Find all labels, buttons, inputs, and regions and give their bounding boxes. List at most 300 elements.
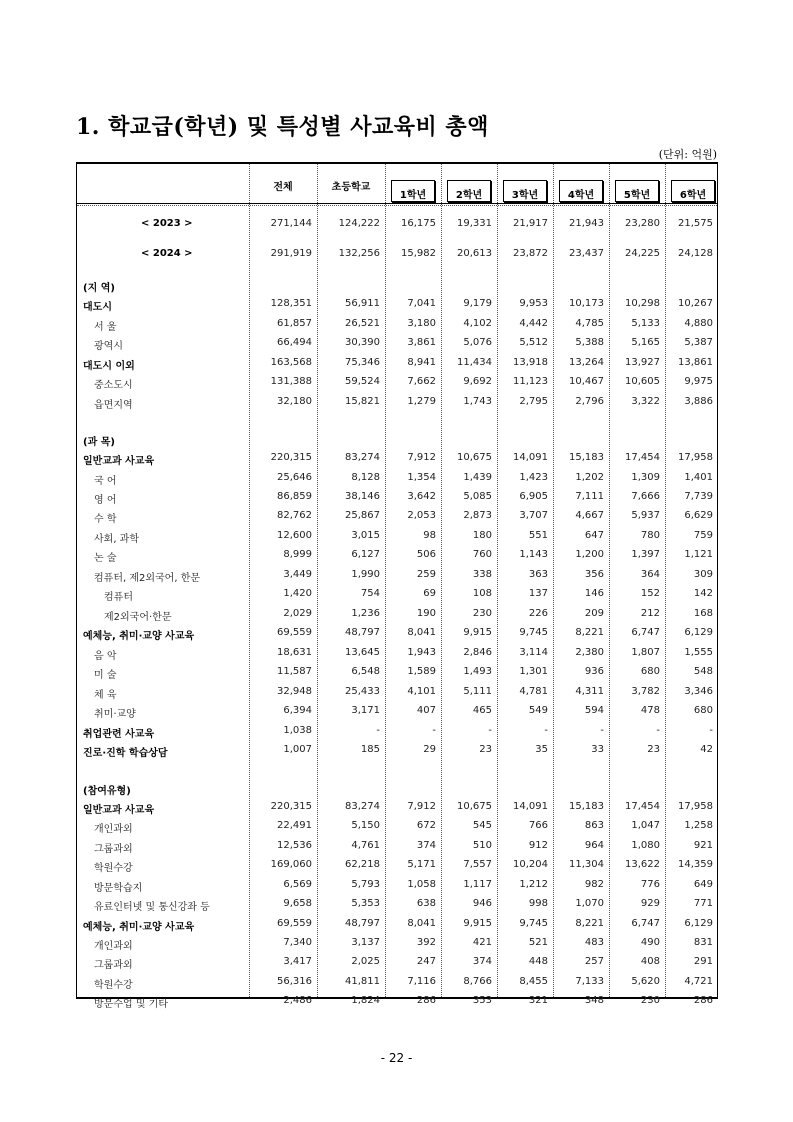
row-label: 일반교과 사교육: [83, 805, 155, 816]
table-row: [77, 277, 717, 296]
cell-value: 7,666: [631, 491, 660, 502]
cell-value: 4,761: [351, 840, 380, 851]
cell-value: 3,180: [407, 318, 436, 329]
cell-value: 23: [647, 744, 660, 755]
table-row: [77, 567, 717, 586]
cell-value: 7,133: [575, 976, 604, 987]
row-label: < 2024 >: [141, 248, 193, 259]
cell-value: 831: [693, 937, 713, 948]
cell-value: 1,070: [575, 898, 604, 909]
cell-value: 25,433: [345, 686, 380, 697]
table-row: [77, 625, 717, 644]
cell-value: 863: [584, 820, 604, 831]
table-row: [77, 216, 717, 235]
table-row: [77, 723, 717, 742]
cell-value: 680: [693, 705, 713, 716]
row-label: 개인과외: [94, 824, 133, 835]
cell-value: 1,047: [631, 820, 660, 831]
cell-value: 10,467: [569, 376, 604, 387]
cell-value: 35: [535, 744, 548, 755]
row-label: < 2023 >: [141, 218, 193, 229]
table-row: [77, 993, 717, 1012]
cell-value: 220,315: [270, 801, 312, 812]
table-row: [77, 818, 717, 837]
cell-value: 9,915: [463, 918, 492, 929]
cell-value: 7,116: [407, 976, 436, 987]
header-grade-6: 6학년: [671, 180, 715, 202]
cell-value: 1,007: [283, 744, 312, 755]
cell-value: 1,202: [575, 472, 604, 483]
header-grade-3: 3학년: [503, 180, 547, 202]
cell-value: 3,707: [519, 510, 548, 521]
cell-value: 5,353: [351, 898, 380, 909]
cell-value: 1,439: [463, 472, 492, 483]
row-label: 컴퓨터, 제2외국어, 한문: [94, 573, 201, 584]
cell-value: 672: [416, 820, 436, 831]
row-label: 진로·진학 학습상담: [83, 748, 168, 759]
row-label: (참여유형): [83, 786, 131, 797]
cell-value: 1,423: [519, 472, 548, 483]
cell-value: 20,613: [457, 248, 492, 259]
cell-value: 17,958: [678, 452, 713, 463]
row-label: 컴퓨터: [104, 592, 133, 603]
table-row: [77, 877, 717, 896]
cell-value: 286: [693, 995, 713, 1006]
cell-value: -: [432, 725, 436, 736]
cell-value: 13,264: [569, 357, 604, 368]
cell-value: 490: [640, 937, 660, 948]
cell-value: 3,015: [351, 530, 380, 541]
cell-value: 6,129: [684, 627, 713, 638]
cell-value: -: [544, 725, 548, 736]
cell-value: 257: [584, 956, 604, 967]
cell-value: 56,911: [345, 298, 380, 309]
cell-value: 41,811: [345, 976, 380, 987]
cell-value: 9,658: [283, 898, 312, 909]
cell-value: 1,555: [684, 647, 713, 658]
table-row: [77, 296, 717, 315]
cell-value: 2,029: [283, 608, 312, 619]
row-label: 방문학습지: [94, 883, 143, 894]
cell-value: 1,301: [519, 666, 548, 677]
cell-value: 10,173: [569, 298, 604, 309]
row-label: 읍면지역: [94, 400, 133, 411]
cell-value: 912: [528, 840, 548, 851]
row-label: 중소도시: [94, 380, 133, 391]
cell-value: 964: [584, 840, 604, 851]
cell-value: 1,279: [407, 396, 436, 407]
cell-value: 8,128: [351, 472, 380, 483]
cell-value: 780: [640, 530, 660, 541]
table-row: [77, 838, 717, 857]
cell-value: 5,165: [631, 337, 660, 348]
row-label: (지 역): [83, 283, 115, 294]
statistics-table: [76, 162, 718, 1010]
cell-value: 5,111: [463, 686, 492, 697]
cell-value: 9,915: [463, 627, 492, 638]
cell-value: 25,867: [345, 510, 380, 521]
cell-value: -: [600, 725, 604, 736]
cell-value: 9,745: [519, 627, 548, 638]
table-row: [77, 645, 717, 664]
cell-value: 86,859: [277, 491, 312, 502]
cell-value: 649: [693, 879, 713, 890]
table-row: [77, 954, 717, 973]
header-grade-5: 5학년: [615, 180, 659, 202]
cell-value: 5,620: [631, 976, 660, 987]
cell-value: 7,041: [407, 298, 436, 309]
cell-value: 10,204: [513, 859, 548, 870]
cell-value: 1,258: [684, 820, 713, 831]
cell-value: 594: [584, 705, 604, 716]
row-label: 서 울: [94, 322, 117, 333]
cell-value: 230: [640, 995, 660, 1006]
cell-value: 483: [584, 937, 604, 948]
cell-value: 8,766: [463, 976, 492, 987]
cell-value: 8,041: [407, 918, 436, 929]
row-label: 대도시 이외: [83, 361, 135, 372]
table-row: [77, 355, 717, 374]
cell-value: 760: [472, 549, 492, 560]
cell-value: 348: [584, 995, 604, 1006]
cell-value: 83,274: [345, 452, 380, 463]
table-row: [77, 374, 717, 393]
cell-value: -: [709, 725, 713, 736]
cell-value: 7,739: [684, 491, 713, 502]
cell-value: 8,455: [519, 976, 548, 987]
table-row: [77, 489, 717, 508]
cell-value: 5,387: [684, 337, 713, 348]
row-label: 그룹과외: [94, 844, 133, 855]
cell-value: 921: [693, 840, 713, 851]
cell-value: 1,420: [283, 588, 312, 599]
cell-value: 1,212: [519, 879, 548, 890]
cell-value: 4,442: [519, 318, 548, 329]
cell-value: 33: [591, 744, 604, 755]
cell-value: 131,388: [270, 376, 312, 387]
table-row: [77, 431, 717, 450]
cell-value: 5,937: [631, 510, 660, 521]
row-label: 제2외국어·한문: [104, 612, 172, 623]
table-row: [77, 508, 717, 527]
cell-value: 13,927: [625, 357, 660, 368]
table-row: [77, 606, 717, 625]
cell-value: 48,797: [345, 627, 380, 638]
cell-value: 16,175: [401, 218, 436, 229]
cell-value: 4,880: [684, 318, 713, 329]
header-grade-1: 1학년: [391, 180, 435, 202]
cell-value: 1,354: [407, 472, 436, 483]
cell-value: 62,218: [345, 859, 380, 870]
cell-value: 1,943: [407, 647, 436, 658]
cell-value: 364: [640, 569, 660, 580]
cell-value: 6,548: [351, 666, 380, 677]
table-row: [77, 316, 717, 335]
cell-value: 152: [640, 588, 660, 599]
row-label: 취업관련 사교육: [83, 729, 155, 740]
cell-value: 180: [472, 530, 492, 541]
cell-value: 3,346: [684, 686, 713, 697]
cell-value: -: [488, 725, 492, 736]
cell-value: 286: [416, 995, 436, 1006]
cell-value: 82,762: [277, 510, 312, 521]
unit-note: (단위: 억원): [658, 148, 717, 161]
row-label: 국 어: [94, 476, 117, 487]
cell-value: 13,645: [345, 647, 380, 658]
cell-value: 11,434: [457, 357, 492, 368]
cell-value: 7,912: [407, 452, 436, 463]
table-row: [77, 246, 717, 265]
cell-value: 7,557: [463, 859, 492, 870]
cell-value: 1,200: [575, 549, 604, 560]
table-row: [77, 335, 717, 354]
cell-value: 1,401: [684, 472, 713, 483]
cell-value: 6,129: [684, 918, 713, 929]
table-row: [77, 586, 717, 605]
cell-value: 506: [416, 549, 436, 560]
cell-value: 169,060: [270, 859, 312, 870]
cell-value: 13,622: [625, 859, 660, 870]
row-label: 예체능, 취미·교양 사교육: [83, 922, 195, 933]
cell-value: 5,133: [631, 318, 660, 329]
cell-value: 4,781: [519, 686, 548, 697]
cell-value: 1,121: [684, 549, 713, 560]
row-label: 영 어: [94, 495, 117, 506]
cell-value: 638: [416, 898, 436, 909]
cell-value: 66,494: [277, 337, 312, 348]
cell-value: 142: [693, 588, 713, 599]
cell-value: 24,128: [678, 248, 713, 259]
cell-value: 1,824: [351, 995, 380, 1006]
table-row: [77, 974, 717, 993]
cell-value: 10,605: [625, 376, 660, 387]
cell-value: -: [376, 725, 380, 736]
cell-value: 98: [423, 530, 436, 541]
cell-value: 374: [472, 956, 492, 967]
cell-value: 220,315: [270, 452, 312, 463]
cell-value: 6,747: [631, 918, 660, 929]
cell-value: 478: [640, 705, 660, 716]
cell-value: 17,454: [625, 801, 660, 812]
cell-value: 259: [416, 569, 436, 580]
cell-value: 11,123: [513, 376, 548, 387]
cell-value: 14,091: [513, 801, 548, 812]
cell-value: 168: [693, 608, 713, 619]
cell-value: 4,721: [684, 976, 713, 987]
cell-value: 1,493: [463, 666, 492, 677]
cell-value: 1,397: [631, 549, 660, 560]
cell-value: 2,486: [283, 995, 312, 1006]
row-label: 논 술: [94, 553, 117, 564]
cell-value: 9,179: [463, 298, 492, 309]
row-label: 광역시: [94, 341, 123, 352]
cell-value: 21,943: [569, 218, 604, 229]
cell-value: 247: [416, 956, 436, 967]
cell-value: 185: [360, 744, 380, 755]
cell-value: 59,524: [345, 376, 380, 387]
cell-value: 22,491: [277, 820, 312, 831]
cell-value: 4,667: [575, 510, 604, 521]
cell-value: 338: [472, 569, 492, 580]
cell-value: 212: [640, 608, 660, 619]
cell-value: 448: [528, 956, 548, 967]
cell-value: 15,183: [569, 801, 604, 812]
cell-value: 6,569: [283, 879, 312, 890]
cell-value: 209: [584, 608, 604, 619]
cell-value: 30,390: [345, 337, 380, 348]
cell-value: 771: [693, 898, 713, 909]
cell-value: 17,958: [678, 801, 713, 812]
page-title: 1. 학교급(학년) 및 특성별 사교육비 총액: [76, 114, 489, 140]
cell-value: 21,917: [513, 218, 548, 229]
cell-value: 14,359: [678, 859, 713, 870]
cell-value: 374: [416, 840, 436, 851]
cell-value: 8,221: [575, 918, 604, 929]
cell-value: 2,796: [575, 396, 604, 407]
header-elementary: 초등학교: [331, 182, 371, 193]
row-label: 일반교과 사교육: [83, 456, 155, 467]
cell-value: 23,280: [625, 218, 660, 229]
header-total: 전체: [273, 182, 293, 193]
cell-value: 42: [700, 744, 713, 755]
cell-value: 2,873: [463, 510, 492, 521]
cell-value: 108: [472, 588, 492, 599]
table-row: [77, 742, 717, 761]
cell-value: 421: [472, 937, 492, 948]
cell-value: 3,322: [631, 396, 660, 407]
cell-value: 8,941: [407, 357, 436, 368]
cell-value: 408: [640, 956, 660, 967]
cell-value: 69,559: [277, 627, 312, 638]
cell-value: 48,797: [345, 918, 380, 929]
row-label: 미 술: [94, 670, 117, 681]
cell-value: 5,076: [463, 337, 492, 348]
cell-value: 17,454: [625, 452, 660, 463]
cell-value: 6,394: [283, 705, 312, 716]
cell-value: 9,953: [519, 298, 548, 309]
cell-value: 26,521: [345, 318, 380, 329]
cell-value: 10,267: [678, 298, 713, 309]
table-row: [77, 780, 717, 799]
cell-value: 4,785: [575, 318, 604, 329]
row-label: 수 학: [94, 514, 117, 525]
cell-value: 3,137: [351, 937, 380, 948]
cell-value: 9,692: [463, 376, 492, 387]
cell-value: 680: [640, 666, 660, 677]
cell-value: 132,256: [338, 248, 380, 259]
cell-value: 321: [528, 995, 548, 1006]
cell-value: 21,575: [678, 218, 713, 229]
cell-value: 521: [528, 937, 548, 948]
cell-value: 23,872: [513, 248, 548, 259]
cell-value: 2,025: [351, 956, 380, 967]
cell-value: 38,146: [345, 491, 380, 502]
cell-value: 551: [528, 530, 548, 541]
cell-value: 1,038: [283, 725, 312, 736]
cell-value: 15,821: [345, 396, 380, 407]
cell-value: 19,331: [457, 218, 492, 229]
cell-value: 353: [472, 995, 492, 1006]
cell-value: 4,311: [575, 686, 604, 697]
cell-value: 6,127: [351, 549, 380, 560]
cell-value: 1,589: [407, 666, 436, 677]
cell-value: 9,975: [684, 376, 713, 387]
cell-value: 3,886: [684, 396, 713, 407]
cell-value: 291: [693, 956, 713, 967]
cell-value: 3,449: [283, 569, 312, 580]
cell-value: 548: [693, 666, 713, 677]
cell-value: 5,793: [351, 879, 380, 890]
cell-value: 5,150: [351, 820, 380, 831]
cell-value: 24,225: [625, 248, 660, 259]
cell-value: 946: [472, 898, 492, 909]
cell-value: 32,948: [277, 686, 312, 697]
cell-value: 226: [528, 608, 548, 619]
header-grade-4: 4학년: [559, 180, 603, 202]
cell-value: 510: [472, 840, 492, 851]
cell-value: 309: [693, 569, 713, 580]
cell-value: 190: [416, 608, 436, 619]
cell-value: 1,990: [351, 569, 380, 580]
cell-value: 6,629: [684, 510, 713, 521]
cell-value: 230: [472, 608, 492, 619]
row-label: 예체능, 취미·교양 사교육: [83, 631, 195, 642]
row-label: 그룹과외: [94, 960, 133, 971]
cell-value: 356: [584, 569, 604, 580]
table-row: [77, 799, 717, 818]
row-label: 사회, 과학: [94, 534, 139, 545]
cell-value: 291,919: [270, 248, 312, 259]
table-row: [77, 857, 717, 876]
table-row: [77, 703, 717, 722]
table-row: [77, 547, 717, 566]
cell-value: 11,304: [569, 859, 604, 870]
cell-value: 7,662: [407, 376, 436, 387]
cell-value: 69: [423, 588, 436, 599]
cell-value: 5,085: [463, 491, 492, 502]
cell-value: 766: [528, 820, 548, 831]
cell-value: 407: [416, 705, 436, 716]
cell-value: 982: [584, 879, 604, 890]
cell-value: 69,559: [277, 918, 312, 929]
cell-value: 545: [472, 820, 492, 831]
cell-value: 754: [360, 588, 380, 599]
cell-value: 10,675: [457, 452, 492, 463]
page-number: - 22 -: [380, 1051, 413, 1065]
table-row: [77, 896, 717, 915]
cell-value: 5,171: [407, 859, 436, 870]
cell-value: 18,631: [277, 647, 312, 658]
cell-value: 2,380: [575, 647, 604, 658]
cell-value: 29: [423, 744, 436, 755]
cell-value: 1,058: [407, 879, 436, 890]
cell-value: 1,117: [463, 879, 492, 890]
cell-value: 11,587: [277, 666, 312, 677]
row-label: 유료인터넷 및 통신강좌 등: [94, 902, 210, 913]
cell-value: 6,905: [519, 491, 548, 502]
cell-value: 759: [693, 530, 713, 541]
cell-value: 8,999: [283, 549, 312, 560]
cell-value: 23,437: [569, 248, 604, 259]
cell-value: 3,114: [519, 647, 548, 658]
cell-value: 8,041: [407, 627, 436, 638]
row-label: 개인과외: [94, 941, 133, 952]
cell-value: 8,221: [575, 627, 604, 638]
row-label: 대도시: [83, 302, 112, 313]
row-label: 학원수강: [94, 863, 133, 874]
cell-value: 13,861: [678, 357, 713, 368]
cell-value: 15,183: [569, 452, 604, 463]
